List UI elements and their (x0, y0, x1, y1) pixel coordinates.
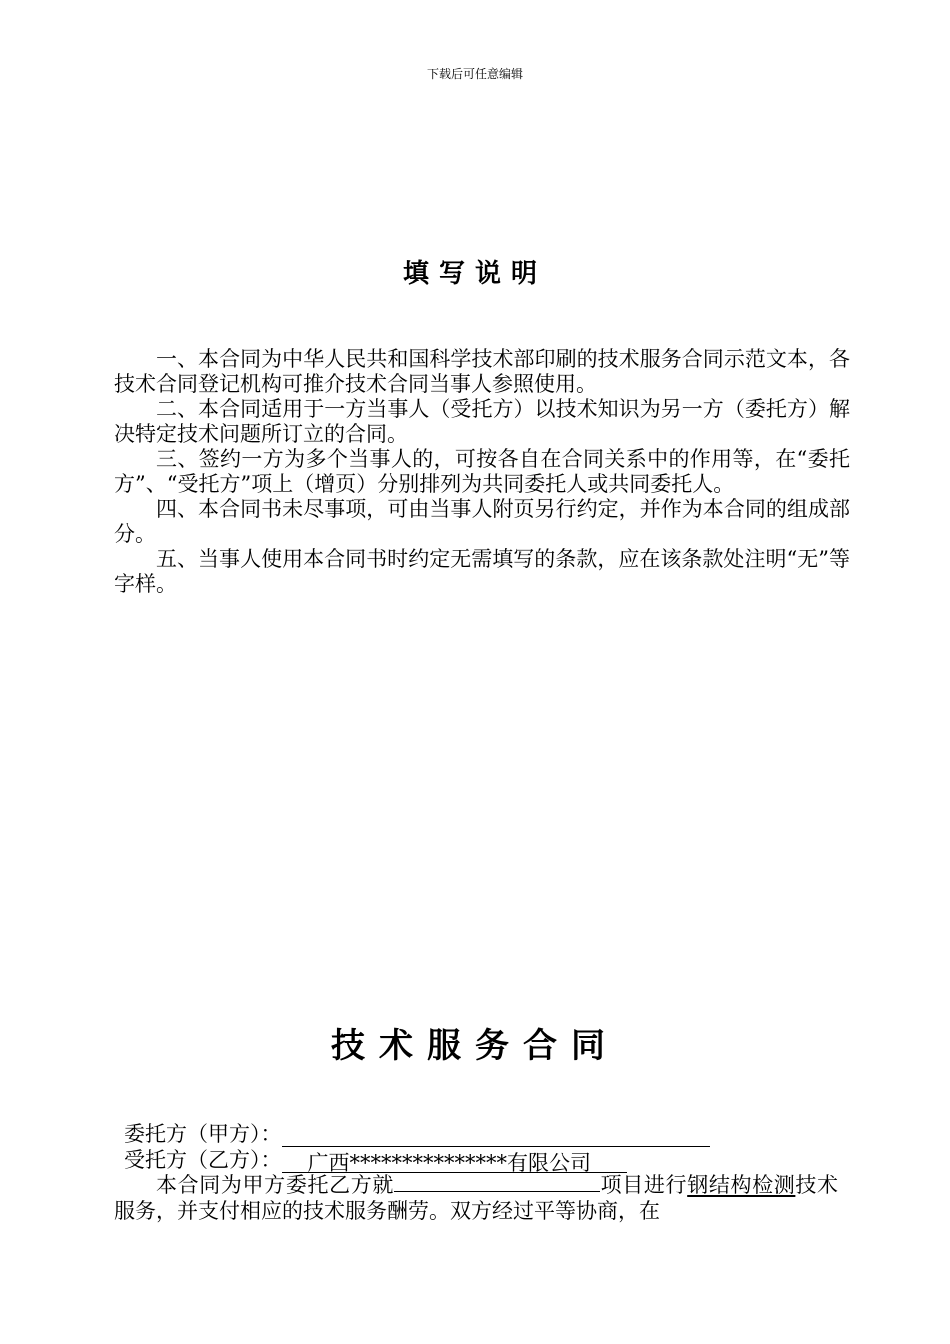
instruction-item: 四、本合同书未尽事项，可由当事人附页另行约定，并作为本合同的组成部分。 (114, 497, 850, 546)
service-item: 钢结构检测 (687, 1173, 796, 1197)
body-part2: 项目进行 (600, 1173, 688, 1197)
body-part3: 技术服务，并支付相应的技术服务酬劳。双方经过平等协商，在 (114, 1173, 839, 1223)
contractor-label: 受托方（乙方）： (124, 1148, 282, 1172)
instructions-list (114, 347, 850, 597)
client-row (124, 1121, 850, 1147)
instructions-title: 填写说明 (402, 259, 547, 289)
instruction-item: 三、签约一方为多个当事人的，可按各自在合同关系中的作用等，在“委托方”、“受托方”项上（增页）分别排列为共同委托人或共同委托人。 (114, 447, 850, 496)
client-field[interactable] (282, 1124, 710, 1147)
contract-body (114, 1171, 838, 1224)
contract-title: 技术服务合同 (331, 1026, 619, 1066)
project-name-field[interactable] (394, 1171, 600, 1192)
instruction-item: 二、本合同适用于一方当事人（受托方）以技术知识为另一方（委托方）解决特定技术问题所订立的合同。 (114, 397, 850, 446)
contractor-field[interactable]: 广西***************有限公司 (282, 1151, 627, 1173)
instruction-item: 一、本合同为中华人民共和国科学技术部印刷的技术服务合同示范文本，各技术合同登记机构可推介技术合同当事人参照使用。 (114, 347, 850, 396)
body-part1: 本合同为甲方委托乙方就 (156, 1173, 394, 1197)
contract-intro (114, 1171, 838, 1224)
parties-block (124, 1121, 850, 1173)
client-label: 委托方（甲方）： (124, 1122, 282, 1146)
contractor-row (124, 1147, 850, 1173)
header-note: 下载后可任意编辑 (426, 67, 523, 81)
instruction-item: 五、当事人使用本合同书时约定无需填写的条款，应在该条款处注明“无”等字样。 (114, 547, 850, 596)
